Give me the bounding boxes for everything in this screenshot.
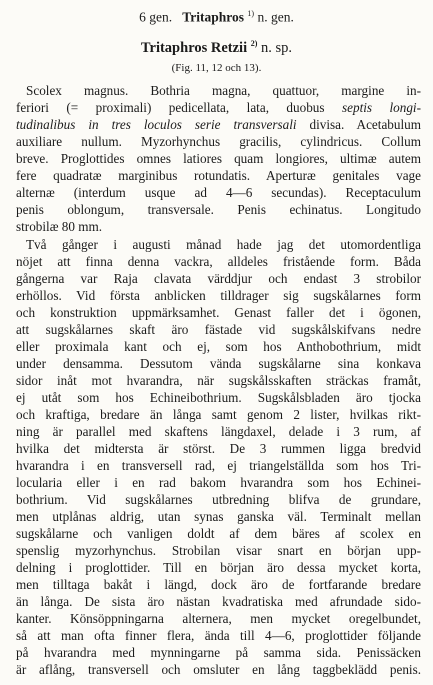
latin-line: breve. Proglottides omnes latiores quam longiores, ultimæ autem bbox=[16, 151, 421, 166]
swedish-line: att sugskålarnes skaft äro fästade vid sugskålskifvans nedre bbox=[16, 322, 421, 337]
swedish-line: sidor inåt mot hvarandra, när sugskålsskaften sträckas framåt, bbox=[16, 373, 421, 388]
latin-line: feriori (= proximali) pedicellata, lata, duobus septis longi- bbox=[16, 100, 421, 115]
latin-line: alternæ (interdum usque ad 4—6 secundas). Receptaculum bbox=[16, 185, 421, 200]
swedish-line: sugskålarne och vanligen doldt af dem bäres af scolex en bbox=[16, 526, 421, 541]
swedish-line: eller proximala kant och ej, som hos Anthobothrium, midt bbox=[16, 339, 421, 354]
genus-number: 6 gen. bbox=[139, 9, 173, 25]
swedish-line: nöjet att finna denna vackra, alldeles fristående form. Båda bbox=[16, 254, 421, 269]
latin-italic-text: septis longi- bbox=[342, 100, 421, 115]
swedish-line: men utplånas aldrig, utan synas ganska väl. Terminalt mellan bbox=[16, 509, 421, 524]
swedish-line: och kraftiga, bredare än långa samt genom 2 lister, hvilkas rikt- bbox=[16, 407, 421, 422]
latin-line: strobilæ 80 mm. bbox=[16, 219, 103, 234]
swedish-line: gångerna var Raja clavata värddjur och endast 3 strobilor bbox=[16, 271, 421, 286]
swedish-line: hvilka det midtersta är störst. De 3 rummen ligga bredvid bbox=[16, 441, 421, 456]
genus-footnote-marker: 1) bbox=[247, 9, 255, 18]
swedish-line: ej utåt som hos Echineibothrium. Sugskålsbladen äro tjocka bbox=[16, 390, 421, 405]
latin-italic-text: tudinalibus in bbox=[16, 117, 112, 132]
swedish-line: är aflång, transversell och omsluter en lång taggbeklädd penis. bbox=[16, 662, 421, 677]
swedish-line: under densamma. Dessutom vända sugskålarne sina konkava bbox=[16, 356, 421, 371]
swedish-line: hvarandra i en transversell rad, ej triangelställda som hos Tri- bbox=[16, 458, 421, 473]
swedish-line: på hvarandra med mynningarne på samma sida. Penissäcken bbox=[16, 645, 421, 660]
swedish-line: bothrium. Vid sugskålarnes utbredning blifva de grundare, bbox=[16, 492, 421, 507]
swedish-line: delning i proglottider. Till en början äro dessa mycket korta, bbox=[16, 560, 421, 575]
swedish-line: Två gånger i augusti månad hade jag det utomordentliga bbox=[26, 237, 421, 252]
swedish-line: men tilltaga bakåt i längd, dock äro de fortfarande bredare bbox=[16, 577, 421, 592]
species-suffix: n. sp. bbox=[261, 39, 293, 56]
latin-line: Scolex magnus. Bothria magna, quattuor, margine in- bbox=[26, 83, 421, 98]
swedish-line: spenslig myzorhynchus. Strobilan visar snart en början upp- bbox=[16, 543, 421, 558]
latin-italic-text: tres loculos serie transversali bbox=[111, 117, 297, 132]
genus-name: Tritaphros bbox=[182, 9, 245, 25]
swedish-line: locularia eller i en rad bakom hvarandra som hos Echinei- bbox=[16, 475, 421, 490]
latin-line: fere quadratæ marginibus rotundatis. Aperturæ genitales vage bbox=[16, 168, 421, 183]
swedish-line: erhöllos. Vid första anblicken tilldrager sig sugskålarnes form bbox=[16, 288, 421, 303]
figure-reference: (Fig. 11, 12 och 13). bbox=[171, 62, 262, 74]
swedish-line: och konstruktion uppmärksamhet. Genast faller det i ögonen, bbox=[16, 305, 421, 320]
species-heading bbox=[0, 39, 433, 57]
swedish-line: kanter. Könsöppningarna alternera, men mycket oregelbundet, bbox=[16, 611, 421, 626]
swedish-line: ning är parallel med skaftens längdaxel, delade i 3 rum, af bbox=[16, 424, 421, 439]
swedish-line: än långa. De sista äro nästan kvadratiska med afrundade sido- bbox=[16, 594, 421, 609]
species-name: Tritaphros Retzii bbox=[140, 39, 248, 56]
latin-line: tudinalibus in tres loculos serie transversali divisa. Acetabulum bbox=[16, 117, 421, 132]
swedish-line: så att man ofta finner flera, ända till 4—6, proglottider följande bbox=[16, 628, 421, 643]
genus-heading bbox=[0, 9, 433, 26]
genus-suffix: n. gen. bbox=[257, 9, 294, 25]
species-footnote-marker: 2) bbox=[250, 39, 258, 48]
latin-line: penis oblongum, transversale. Penis echinatus. Longitudo bbox=[16, 202, 421, 217]
latin-line: auxiliare nullum. Myzorhynchus gracilis, cylindricus. Collum bbox=[16, 134, 421, 149]
